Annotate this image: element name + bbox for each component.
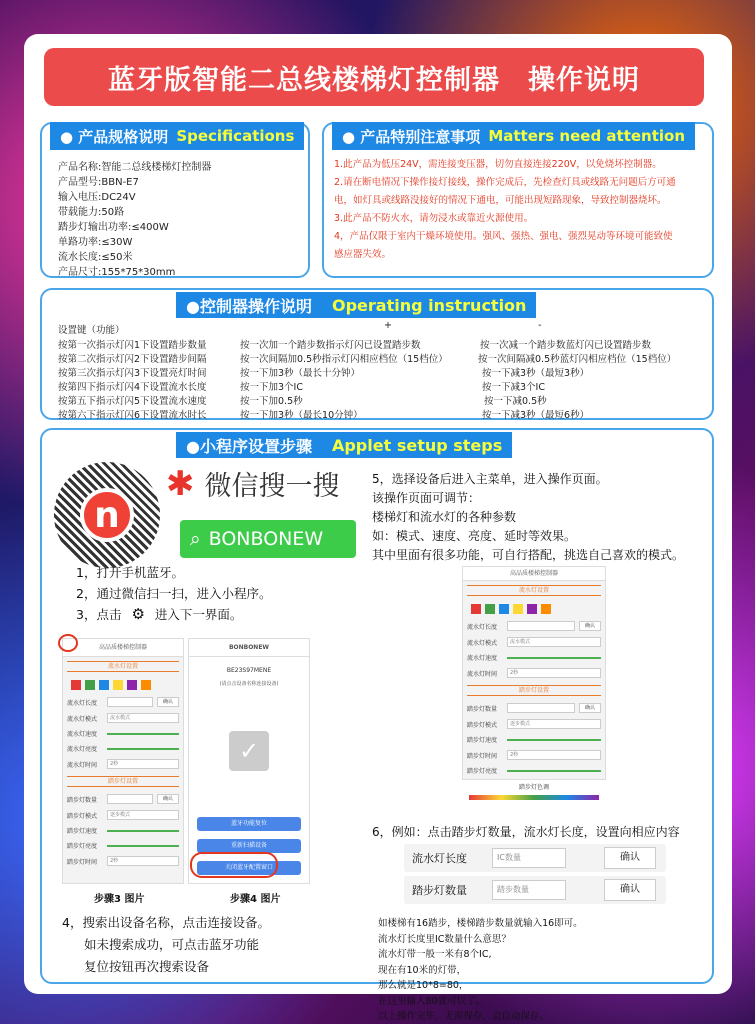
instruction-card xyxy=(24,34,732,1022)
search-button-label: BONBONEW xyxy=(208,528,324,550)
bonbonew-search-button[interactable] xyxy=(180,520,356,558)
operation-tag-cn: ●控制器操作说明 xyxy=(186,296,312,316)
step-5-line: 5，选择设备后进入主菜单，进入操作页面。 xyxy=(372,472,608,486)
step-4-line: 4，搜索出设备名称，点击连接设备。 xyxy=(62,915,270,930)
step-1: 1，打开手机蓝牙。 xyxy=(76,565,184,580)
spec-line: 输入电压:DC24V xyxy=(58,192,136,203)
search-icon: ⌕ xyxy=(190,528,201,550)
op-row-minus: 按一下减3秒（最短6秒） xyxy=(482,410,590,421)
step-2: 2，通过微信扫一扫，进入小程序。 xyxy=(76,586,272,601)
specs-tag-en: Specifications xyxy=(176,127,295,145)
phone5-row: 流水灯长度 确认 xyxy=(463,618,605,634)
attention-line: 4，产品仅限于室内干燥环境使用。强风、强热、强电、强烈晃动等环境可能致使 xyxy=(334,231,673,242)
phone5-sub2: 踏步灯设置 xyxy=(467,685,601,696)
example-confirm-button[interactable]: 确认 xyxy=(604,879,656,901)
phone-step3 xyxy=(62,638,184,884)
op-row-plus: 按一次加一个踏步数指示灯闪已设置踏步数 xyxy=(240,340,421,351)
op-row-minus: 按一次间隔减0.5秒蓝灯闪相应档位（15档位） xyxy=(478,354,677,365)
step-5-line: 楼梯灯和流水灯的各种参数 xyxy=(372,510,517,524)
op-row-plus: 按一下加0.5秒 xyxy=(240,396,303,407)
example-label: 流水灯长度 xyxy=(412,852,467,865)
op-row-key: 按第四下指示灯闪4下设置流水长度 xyxy=(58,382,207,393)
check-icon: ✓ xyxy=(229,731,269,771)
applet-tag xyxy=(176,432,512,458)
phone3-row: 踏步灯亮度 xyxy=(63,838,183,853)
example-row-flow-length xyxy=(404,844,666,872)
example-field[interactable]: IC数量 xyxy=(492,848,566,868)
step-4-line: 如未搜索成功，可点击蓝牙功能 xyxy=(84,937,260,952)
operation-header-minus: - xyxy=(538,320,542,331)
example-field[interactable]: 踏步数量 xyxy=(492,880,566,900)
phone5-row: 流水灯速度 xyxy=(463,650,605,665)
specs-panel xyxy=(40,122,310,278)
note-line: 流水灯带一般一米有8个IC, xyxy=(378,949,492,960)
applet-panel xyxy=(40,428,714,1022)
phone5-sub1: 流水灯设置 xyxy=(467,585,601,596)
operation-panel xyxy=(40,288,714,420)
attention-tag-cn: ● 产品特别注意事项 xyxy=(342,127,481,146)
phone3-sub2: 踏步灯设置 xyxy=(67,776,179,787)
step-5-line: 其中里面有很多功能，可自行搭配，挑选自己喜欢的模式。 xyxy=(372,548,685,562)
phone3-row: 流水灯模式 流水模式 xyxy=(63,710,183,726)
reset-highlight xyxy=(190,852,278,878)
steps-left xyxy=(76,562,271,625)
spec-line: 单路功率:≤30W xyxy=(58,237,133,248)
specs-tag-cn: ● 产品规格说明 xyxy=(60,127,169,146)
attention-line: 电，如灯具或线路没接好的情况下通电，可能出现短路现象，导致控制器烧坏。 xyxy=(334,195,667,206)
phone3-row: 踏步灯模式 逐步模式 xyxy=(63,807,183,823)
attention-panel xyxy=(322,122,714,278)
phone4-header: BONBONEW xyxy=(189,639,309,657)
color-swatches[interactable] xyxy=(463,600,605,618)
example-label: 踏步灯数量 xyxy=(412,884,467,897)
example-confirm-button[interactable]: 确认 xyxy=(604,847,656,869)
page-title: 蓝牙版智能二总线楼梯灯控制器 操作说明 xyxy=(44,48,704,106)
qr-code[interactable] xyxy=(54,462,160,568)
phone3-row: 踏步灯速度 xyxy=(63,823,183,838)
wechat-search-label: 微信搜一搜 xyxy=(204,471,340,502)
color-swatches[interactable] xyxy=(63,676,183,694)
note-line: 如楼梯有16踏步，楼梯踏步数量就输入16即可。 xyxy=(378,918,583,929)
gear-icon: ⚙ xyxy=(131,605,145,623)
spec-line: 流水长度:≤50米 xyxy=(58,252,133,263)
phone4-hint: (请点击设备名称连接设备) xyxy=(219,681,279,687)
wechat-search-title xyxy=(166,464,340,503)
spec-line: 产品型号:BBN-E7 xyxy=(58,177,139,188)
spec-line: 产品名称:智能二总线楼梯灯控制器 xyxy=(58,162,212,173)
operation-header-key: 设置键（功能） xyxy=(58,325,125,336)
op-row-minus: 按一次减一个踏步数蓝灯闪已设置踏步数 xyxy=(480,340,652,351)
phone3-row: 流水灯亮度 xyxy=(63,741,183,756)
logo-icon: n xyxy=(80,488,134,542)
note-line: 流水灯长度里IC数量什么意思？ xyxy=(378,933,511,945)
phone4-device[interactable]: BE23S97MENE xyxy=(226,667,272,674)
attention-list xyxy=(334,156,704,264)
step-5-block xyxy=(372,470,684,565)
op-row-plus: 按一下加3个IC xyxy=(240,382,303,393)
step-4-block xyxy=(62,912,270,978)
op-row-minus: 按一下减3个IC xyxy=(482,382,545,393)
step-4-line: 复位按钮再次搜索设备 xyxy=(84,959,210,974)
phone-step4 xyxy=(188,638,310,884)
phone5-row: 踏步灯时间 2秒 xyxy=(463,747,605,763)
phone3-sub1: 流水灯设置 xyxy=(67,661,179,672)
op-row-plus: 按一下加3秒（最长十分钟） xyxy=(240,368,361,379)
settings-highlight xyxy=(58,634,78,652)
attention-tag-en: Matters need attention xyxy=(488,127,686,145)
note-line: 现在有10米的灯带， xyxy=(378,964,467,976)
phone4-btn3[interactable]: 关闭蓝牙配置窗口 xyxy=(197,861,301,875)
specs-tag xyxy=(50,122,304,150)
note-line: 以上操作完毕，无需保存，会自动保存。 xyxy=(378,1011,550,1022)
phone5-row: 流水灯时间 2秒 xyxy=(463,665,605,681)
op-row-key: 按第三次指示灯闪3下设置亮灯时间 xyxy=(58,368,207,379)
phone5-row: 踏步灯速度 xyxy=(463,732,605,747)
op-row-minus: 按一下减3秒（最短3秒） xyxy=(482,368,590,379)
phone5-row: 踏步灯亮度 xyxy=(463,763,605,778)
applet-tag-en: Applet setup steps xyxy=(331,435,503,455)
phone5-row: 踏步灯模式 逐步模式 xyxy=(463,716,605,732)
op-row-key: 按第六下指示灯闪6下设置流水时长 xyxy=(58,410,207,421)
step-6: 6，例如：点击踏步灯数量，流水灯长度，设置向相应内容 xyxy=(372,825,680,839)
attention-line: 感应器失效。 xyxy=(334,249,392,260)
attention-line: 1.此产品为低压24V，需连接变压器，切勿直接连接220V，以免烧坏控制器。 xyxy=(334,159,662,170)
op-row-key: 按第二次指示灯闪2下设置踏步间隔 xyxy=(58,354,207,365)
spec-line: 踏步灯输出功率:≤400W xyxy=(58,222,169,233)
step-5-line: 如：模式、速度、亮度、延时等效果。 xyxy=(372,529,577,543)
operation-tag xyxy=(176,292,536,318)
operation-header-plus: + xyxy=(384,320,392,331)
step-3: 3，点击 ⚙ 进入下一界面。 xyxy=(76,605,243,623)
note-line: 在这里输入80就可以了。 xyxy=(378,995,486,1007)
spec-line: 带载能力:50路 xyxy=(58,207,125,218)
caption-step3: 步骤3 图片 xyxy=(94,894,145,905)
wechat-box xyxy=(54,458,370,574)
specs-list xyxy=(58,160,211,280)
applet-tag-cn: ●小程序设置步骤 xyxy=(186,436,312,456)
phone3-row: 流水灯时间 2秒 xyxy=(63,756,183,772)
phone3-row: 流水灯速度 xyxy=(63,726,183,741)
phone3-row: 踏步灯时间 2秒 xyxy=(63,853,183,869)
operation-tag-en: Operating instruction xyxy=(331,295,527,315)
phone5-row: 流水灯模式 流水模式 xyxy=(463,634,605,650)
op-row-key: 按第五下指示灯闪5下设置流水速度 xyxy=(58,396,207,407)
phone4-btn2[interactable]: 重新扫描设备 xyxy=(197,839,301,853)
phone5-row: 踏步灯数量 确认 xyxy=(463,700,605,716)
notes-block xyxy=(378,916,583,1024)
op-row-minus: 按一下减0.5秒 xyxy=(484,396,547,407)
op-row-plus: 按一次间隔加0.5秒指示灯闪相应档位（15档位） xyxy=(240,354,448,365)
caption-step4: 步骤4 图片 xyxy=(230,894,281,905)
phone3-row: 踏步灯数量 确认 xyxy=(63,791,183,807)
phone4-btn1[interactable]: 蓝牙功能复位 xyxy=(197,817,301,831)
phone3-row: 流水灯长度 确认 xyxy=(63,694,183,710)
step-5-line: 该操作页面可调节： xyxy=(372,491,481,505)
op-row-plus: 按一下加3秒（最长10分钟） xyxy=(240,410,363,421)
wechat-search-icon: ✱ xyxy=(166,463,195,504)
attention-tag xyxy=(332,122,695,150)
attention-line: 2.请在断电情况下操作接灯接线，操作完成后，先检查灯具或线路无问题后方可通 xyxy=(334,177,676,188)
phone5-header: 高品质楼梯控制器 xyxy=(463,567,605,581)
note-line: 那么就是10*8=80， xyxy=(378,980,469,991)
phone3-header: 高品质楼梯控制器 xyxy=(63,639,183,657)
phone-step5 xyxy=(462,566,606,791)
op-row-key: 按第一次指示灯闪1下设置踏步数量 xyxy=(58,340,207,351)
spec-line: 产品尺寸:155*75*30mm xyxy=(58,267,176,278)
phone5-gradient[interactable] xyxy=(469,795,599,800)
phone5-footer: 踏步灯色调 xyxy=(518,784,549,791)
attention-line: 3.此产品不防火水，请勿浸水或靠近火源使用。 xyxy=(334,213,534,224)
example-row-step-count xyxy=(404,876,666,904)
